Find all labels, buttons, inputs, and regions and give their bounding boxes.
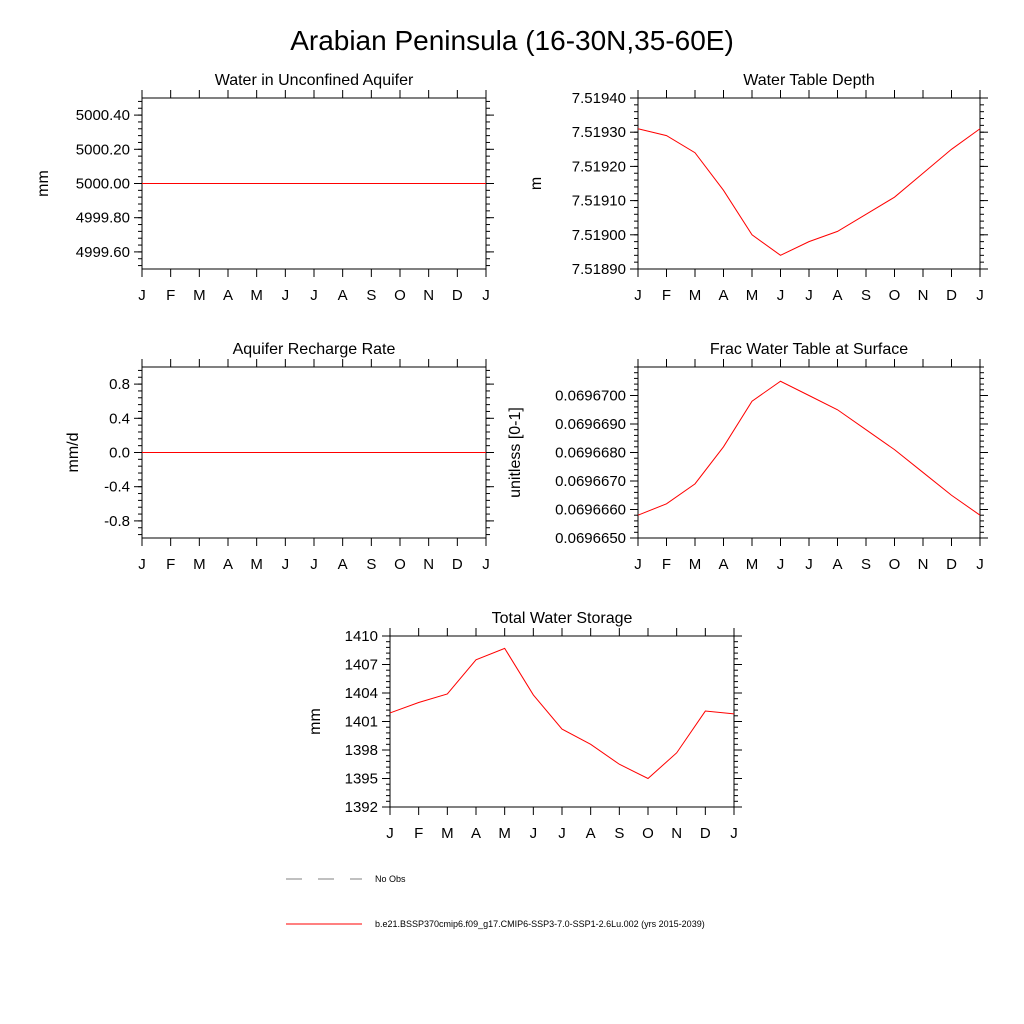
y-tick-label: 4999.60 [75, 243, 130, 261]
plot-frame [390, 636, 734, 807]
x-tick-label: S [860, 556, 872, 573]
x-tick-label: O [888, 556, 901, 573]
page-title: Arabian Peninsula (16-30N,35-60E) [290, 25, 734, 56]
y-tick-label: 1407 [344, 656, 378, 674]
x-tick-label: S [366, 287, 377, 304]
x-tick-label: O [888, 287, 901, 304]
legend [286, 874, 705, 929]
chart-total-water-storage [307, 610, 742, 842]
x-tick-label: M [250, 556, 263, 573]
x-tick-label: A [222, 287, 234, 304]
x-tick-label: J [776, 287, 785, 304]
series-line-model [390, 648, 734, 778]
x-tick-label: J [529, 825, 538, 842]
plot-frame [638, 98, 980, 269]
x-tick-label: A [222, 556, 234, 573]
x-tick-label: J [805, 287, 813, 304]
x-tick-label: J [482, 556, 490, 573]
x-tick-label: N [423, 287, 435, 304]
y-tick-label: 0.0696670 [555, 473, 626, 490]
x-tick-label: S [614, 825, 625, 842]
x-tick-label: J [634, 287, 642, 304]
x-tick-label: M [193, 287, 206, 304]
x-tick-label: M [688, 287, 702, 304]
chart-aquifer-recharge [65, 341, 494, 573]
y-tick-label: 5000.40 [75, 107, 130, 125]
y-tick-label: 0.8 [109, 376, 130, 394]
x-tick-label: O [394, 556, 406, 573]
x-tick-label: N [671, 825, 683, 842]
y-tick-label: 7.51900 [571, 226, 626, 244]
x-tick-label: J [776, 556, 785, 573]
y-tick-label: -0.8 [104, 512, 130, 530]
x-tick-label: J [558, 825, 566, 842]
y-tick-label: 7.51890 [571, 261, 626, 278]
x-tick-label: J [805, 556, 813, 573]
x-tick-label: N [917, 287, 929, 304]
y-tick-label: 1410 [344, 628, 378, 645]
panel-title: Frac Water Table at Surface [709, 341, 909, 358]
y-tick-label: 0.0696700 [555, 387, 626, 405]
y-tick-label: 0.0696650 [555, 530, 626, 547]
panel-title: Aquifer Recharge Rate [232, 341, 396, 358]
x-tick-label: D [451, 287, 463, 304]
x-tick-label: F [166, 556, 176, 573]
x-tick-label: J [482, 287, 490, 304]
plot-frame [638, 367, 980, 538]
x-tick-label: J [138, 287, 146, 304]
y-tick-label: 7.51940 [571, 90, 626, 107]
y-tick-label: 0.0696660 [555, 501, 626, 519]
x-tick-label: M [193, 556, 206, 573]
x-tick-label: M [745, 556, 759, 573]
y-tick-label: 0.0 [109, 444, 130, 462]
x-tick-label: N [423, 556, 435, 573]
y-axis-label: m [528, 176, 545, 191]
x-tick-label: D [946, 556, 957, 573]
x-tick-label: F [414, 825, 424, 842]
x-tick-label: S [860, 287, 872, 304]
chart-water-table-depth [528, 72, 988, 304]
x-tick-label: A [470, 825, 482, 842]
y-tick-label: 4999.80 [75, 209, 130, 227]
legend-obs-label: No Obs [375, 874, 406, 884]
y-tick-label: 7.51920 [571, 158, 626, 176]
x-tick-label: M [250, 287, 263, 304]
x-tick-label: A [832, 287, 843, 304]
x-tick-label: J [730, 825, 738, 842]
y-tick-label: 0.0696680 [555, 444, 626, 462]
y-tick-label: 7.51930 [571, 124, 626, 142]
x-tick-label: J [138, 556, 146, 573]
x-tick-label: A [718, 556, 729, 573]
x-tick-label: F [661, 556, 672, 573]
legend-model-label: b.e21.BSSP370cmip6.f09_g17.CMIP6-SSP3-7.0-SSP1-2.6Lu.002 (yrs 2015-2039) [375, 919, 705, 929]
panel-title: Total Water Storage [491, 610, 633, 627]
x-tick-label: O [394, 287, 406, 304]
panel-title: Water Table Depth [743, 72, 875, 89]
x-tick-label: A [337, 287, 348, 304]
y-tick-label: -0.4 [104, 478, 130, 496]
x-tick-label: M [498, 825, 511, 842]
series-line-model [638, 129, 980, 256]
y-tick-label: 7.51910 [571, 192, 626, 210]
y-tick-label: 1392 [344, 799, 378, 816]
x-tick-label: O [642, 825, 654, 842]
y-tick-label: 1401 [344, 713, 378, 731]
x-tick-label: J [386, 825, 394, 842]
y-tick-label: 1398 [344, 742, 378, 759]
x-tick-label: F [166, 287, 176, 304]
x-tick-label: D [699, 825, 711, 842]
x-tick-label: A [337, 556, 348, 573]
series-line-model [638, 381, 980, 515]
x-tick-label: F [661, 287, 672, 304]
x-tick-label: J [281, 556, 290, 573]
x-tick-label: M [688, 556, 702, 573]
y-tick-label: 5000.00 [75, 175, 130, 193]
x-tick-label: J [310, 287, 318, 304]
y-tick-label: 0.4 [109, 410, 130, 428]
panel-title: Water in Unconfined Aquifer [214, 72, 414, 89]
x-tick-label: A [585, 825, 596, 842]
x-tick-label: S [366, 556, 377, 573]
chart-frac-water-table [507, 341, 988, 573]
x-tick-label: M [745, 287, 759, 304]
x-tick-label: N [917, 556, 929, 573]
x-tick-label: M [441, 825, 454, 842]
y-tick-label: 1404 [344, 685, 378, 702]
y-tick-label: 5000.20 [75, 141, 130, 159]
y-tick-label: 0.0696690 [555, 416, 626, 433]
y-tick-label: 1395 [344, 770, 378, 788]
x-tick-label: D [451, 556, 463, 573]
chart-unconfined-aquifer [35, 72, 494, 304]
x-tick-label: J [976, 287, 984, 304]
x-tick-label: A [718, 287, 729, 304]
y-axis-label: mm [307, 708, 324, 735]
x-tick-label: J [310, 556, 318, 573]
x-tick-label: J [281, 287, 290, 304]
y-axis-label: mm/d [65, 432, 82, 473]
y-axis-label: unitless [0-1] [507, 407, 524, 498]
x-tick-label: J [976, 556, 984, 573]
x-tick-label: D [946, 287, 957, 304]
x-tick-label: J [634, 556, 642, 573]
x-tick-label: A [832, 556, 843, 573]
y-axis-label: mm [35, 170, 52, 197]
